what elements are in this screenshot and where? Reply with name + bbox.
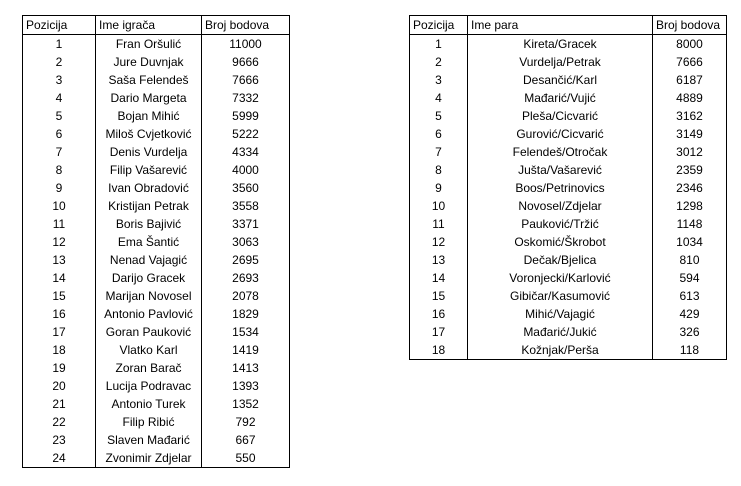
cell-position: 7 (23, 143, 96, 161)
cell-points: 5999 (202, 107, 290, 125)
table-row (23, 251, 290, 269)
table-row (410, 179, 727, 197)
cell-points: 667 (202, 431, 290, 449)
table-row (23, 215, 290, 233)
cell-points: 613 (653, 287, 727, 305)
cell-position: 12 (23, 233, 96, 251)
table-row (410, 251, 727, 269)
cell-points: 7666 (202, 71, 290, 89)
cell-name: Oskomić/Škrobot (468, 233, 653, 251)
table-row (23, 179, 290, 197)
cell-name: Kožnjak/Perša (468, 341, 653, 360)
cell-name: Antonio Turek (96, 395, 202, 413)
cell-name: Mađarić/Jukić (468, 323, 653, 341)
players-table-body (23, 35, 290, 468)
table-row (23, 71, 290, 89)
cell-name: Desančić/Karl (468, 71, 653, 89)
cell-name: Fran Oršulić (96, 35, 202, 54)
cell-position: 6 (23, 125, 96, 143)
cell-name: Zvonimir Zdjelar (96, 449, 202, 468)
table-row (23, 269, 290, 287)
cell-points: 1298 (653, 197, 727, 215)
cell-name: Jušta/Vašarević (468, 161, 653, 179)
cell-name: Denis Vurdelja (96, 143, 202, 161)
table-row (23, 305, 290, 323)
cell-points: 3558 (202, 197, 290, 215)
cell-name: Vurdelja/Petrak (468, 53, 653, 71)
table-row (23, 35, 290, 54)
cell-position: 10 (23, 197, 96, 215)
cell-position: 2 (23, 53, 96, 71)
header-points: Broj bodova (202, 16, 290, 35)
cell-position: 2 (410, 53, 468, 71)
cell-position: 14 (23, 269, 96, 287)
cell-name: Dečak/Bjelica (468, 251, 653, 269)
cell-points: 3371 (202, 215, 290, 233)
cell-points: 11000 (202, 35, 290, 54)
table-row (410, 233, 727, 251)
cell-name: Lucija Podravac (96, 377, 202, 395)
table-row (23, 449, 290, 468)
cell-name: Antonio Pavlović (96, 305, 202, 323)
table-row (23, 107, 290, 125)
cell-position: 16 (410, 305, 468, 323)
header-position: Pozicija (410, 16, 468, 35)
cell-name: Goran Pauković (96, 323, 202, 341)
cell-position: 8 (410, 161, 468, 179)
table-row (410, 215, 727, 233)
table-row (23, 323, 290, 341)
cell-position: 11 (410, 215, 468, 233)
cell-name: Darijo Gracek (96, 269, 202, 287)
cell-position: 17 (23, 323, 96, 341)
cell-points: 7332 (202, 89, 290, 107)
header-pair-name: Ime para (468, 16, 653, 35)
table-row (23, 287, 290, 305)
cell-points: 6187 (653, 71, 727, 89)
cell-points: 1534 (202, 323, 290, 341)
players-ranking-table (22, 15, 290, 468)
cell-points: 1393 (202, 377, 290, 395)
table-row (23, 395, 290, 413)
cell-points: 3149 (653, 125, 727, 143)
cell-position: 3 (410, 71, 468, 89)
table-row (23, 161, 290, 179)
cell-position: 5 (23, 107, 96, 125)
cell-name: Pauković/Tržić (468, 215, 653, 233)
cell-position: 18 (410, 341, 468, 360)
cell-name: Boris Bajivić (96, 215, 202, 233)
cell-name: Vlatko Karl (96, 341, 202, 359)
cell-name: Boos/Petrinovics (468, 179, 653, 197)
cell-name: Novosel/Zdjelar (468, 197, 653, 215)
cell-points: 2078 (202, 287, 290, 305)
table-row (23, 233, 290, 251)
cell-name: Miloš Cvjetković (96, 125, 202, 143)
cell-position: 19 (23, 359, 96, 377)
cell-position: 10 (410, 197, 468, 215)
cell-points: 4889 (653, 89, 727, 107)
cell-name: Kireta/Gracek (468, 35, 653, 54)
table-row (410, 323, 727, 341)
table-row (410, 197, 727, 215)
cell-position: 16 (23, 305, 96, 323)
cell-name: Mađarić/Vujić (468, 89, 653, 107)
cell-name: Mihić/Vajagić (468, 305, 653, 323)
cell-position: 1 (410, 35, 468, 54)
cell-position: 3 (23, 71, 96, 89)
table-row (23, 431, 290, 449)
cell-points: 7666 (653, 53, 727, 71)
pairs-ranking-table (409, 15, 727, 360)
cell-position: 20 (23, 377, 96, 395)
cell-points: 4000 (202, 161, 290, 179)
cell-points: 1413 (202, 359, 290, 377)
cell-position: 15 (23, 287, 96, 305)
cell-name: Pleša/Cicvarić (468, 107, 653, 125)
table-row (410, 161, 727, 179)
table-row (410, 53, 727, 71)
cell-name: Zoran Barač (96, 359, 202, 377)
cell-points: 3560 (202, 179, 290, 197)
cell-points: 3162 (653, 107, 727, 125)
table-row (410, 305, 727, 323)
cell-points: 2359 (653, 161, 727, 179)
table-row (410, 107, 727, 125)
cell-name: Ema Šantić (96, 233, 202, 251)
cell-position: 24 (23, 449, 96, 468)
cell-name: Ivan Obradović (96, 179, 202, 197)
cell-points: 1829 (202, 305, 290, 323)
table-row (410, 269, 727, 287)
cell-position: 13 (410, 251, 468, 269)
cell-points: 429 (653, 305, 727, 323)
table-row (410, 125, 727, 143)
table-row (23, 89, 290, 107)
cell-position: 23 (23, 431, 96, 449)
cell-name: Dario Margeta (96, 89, 202, 107)
pairs-header-row (410, 16, 727, 35)
cell-position: 15 (410, 287, 468, 305)
cell-points: 326 (653, 323, 727, 341)
cell-position: 4 (410, 89, 468, 107)
table-row (410, 287, 727, 305)
table-row (23, 359, 290, 377)
cell-position: 5 (410, 107, 468, 125)
cell-points: 1034 (653, 233, 727, 251)
table-row (410, 89, 727, 107)
cell-position: 8 (23, 161, 96, 179)
cell-points: 594 (653, 269, 727, 287)
cell-position: 22 (23, 413, 96, 431)
cell-name: Slaven Mađarić (96, 431, 202, 449)
cell-name: Gibičar/Kasumović (468, 287, 653, 305)
cell-points: 1419 (202, 341, 290, 359)
cell-name: Nenad Vajagić (96, 251, 202, 269)
cell-points: 792 (202, 413, 290, 431)
header-points: Broj bodova (653, 16, 727, 35)
table-row (410, 143, 727, 161)
cell-points: 8000 (653, 35, 727, 54)
cell-points: 5222 (202, 125, 290, 143)
table-row (410, 71, 727, 89)
cell-position: 9 (410, 179, 468, 197)
cell-points: 4334 (202, 143, 290, 161)
cell-position: 6 (410, 125, 468, 143)
header-position: Pozicija (23, 16, 96, 35)
cell-name: Filip Vašarević (96, 161, 202, 179)
cell-position: 11 (23, 215, 96, 233)
cell-points: 2693 (202, 269, 290, 287)
table-row (410, 35, 727, 54)
cell-name: Marijan Novosel (96, 287, 202, 305)
cell-position: 21 (23, 395, 96, 413)
table-row (23, 377, 290, 395)
cell-points: 810 (653, 251, 727, 269)
cell-points: 1352 (202, 395, 290, 413)
cell-position: 18 (23, 341, 96, 359)
table-row (23, 53, 290, 71)
pairs-table-body (410, 35, 727, 360)
cell-points: 1148 (653, 215, 727, 233)
cell-position: 7 (410, 143, 468, 161)
cell-name: Saša Felendeš (96, 71, 202, 89)
cell-name: Gurović/Cicvarić (468, 125, 653, 143)
table-row (23, 413, 290, 431)
cell-position: 9 (23, 179, 96, 197)
cell-name: Bojan Mihić (96, 107, 202, 125)
cell-position: 12 (410, 233, 468, 251)
table-row (23, 125, 290, 143)
cell-name: Filip Ribić (96, 413, 202, 431)
cell-points: 2695 (202, 251, 290, 269)
cell-points: 118 (653, 341, 727, 360)
table-row (23, 143, 290, 161)
cell-points: 2346 (653, 179, 727, 197)
cell-position: 4 (23, 89, 96, 107)
table-row (410, 341, 727, 360)
cell-points: 550 (202, 449, 290, 468)
cell-name: Kristijan Petrak (96, 197, 202, 215)
cell-name: Felendeš/Otročak (468, 143, 653, 161)
cell-position: 14 (410, 269, 468, 287)
header-player-name: Ime igrača (96, 16, 202, 35)
cell-position: 17 (410, 323, 468, 341)
players-header-row (23, 16, 290, 35)
cell-name: Voronjecki/Karlović (468, 269, 653, 287)
cell-points: 3063 (202, 233, 290, 251)
table-row (23, 197, 290, 215)
cell-points: 3012 (653, 143, 727, 161)
cell-position: 1 (23, 35, 96, 54)
cell-position: 13 (23, 251, 96, 269)
table-row (23, 341, 290, 359)
cell-name: Jure Duvnjak (96, 53, 202, 71)
cell-points: 9666 (202, 53, 290, 71)
